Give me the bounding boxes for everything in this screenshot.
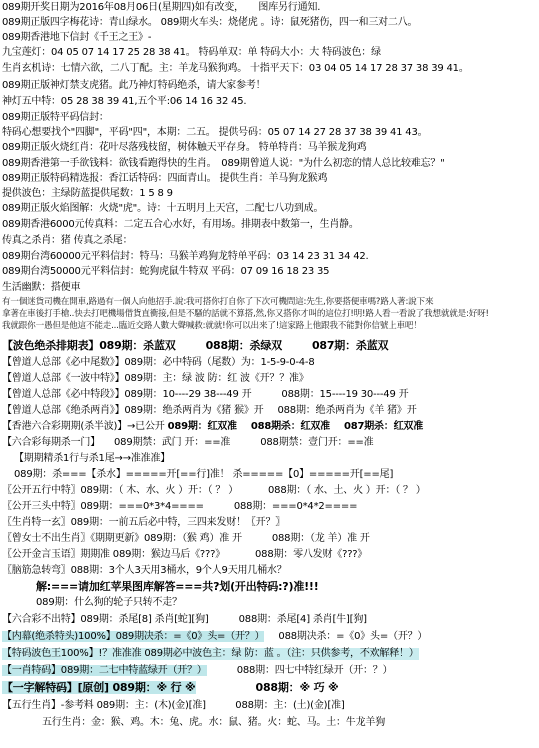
ban-bo-088: 088期杀：红双准	[250, 421, 330, 432]
row-bu-chu-sheng-xiao	[2, 533, 370, 545]
line-18: 089期台湾50000元平料信封：蛇狗虎鼠牛特双 平码：07 09 16 18 23 35	[2, 266, 330, 277]
ban-bo-089: 089期：红双准	[167, 421, 237, 432]
bu-chu-089: 〖曾女士不出生肖〗《期期更新》089期：（猴 鸡）准 开	[2, 533, 242, 544]
line-12: 089期正版特码精选报：香江话特码：四面青山。 提供生肖：羊马狗龙猴鸡	[2, 173, 328, 184]
row-bu-chu-te	[2, 614, 367, 626]
bo-se-title: 【波色绝杀排期表】089期：杀蓝双	[2, 339, 176, 352]
row-bo-se-wang: 【特码波色王100%】!？准准准 089期必中波色主：绿 防：蓝 。（注：只供参考，不欢解释！）	[2, 648, 419, 659]
row-yi-zi	[2, 682, 339, 694]
line-2: 089期正版四字梅花诗：青山绿水。 089期火车头：烧佬虎 。诗：鼠死猪伤，四一和三对二八。	[2, 17, 418, 28]
line-10: 089期正版火烧红肖：花叶尽落残枝留，树体触天平存身。 特单特肖：马羊猴龙狗鸡	[2, 142, 367, 153]
notice-line-1: 有一個迷貨司機在開車,路過有一個人向他招手.說:我可搭你打自你了下次可機問這:先生,你要搭便車嗎?路人著:說下來	[2, 297, 434, 307]
jin-yan-089: 〖公开金言玉语〗期期准 089期：猴边马后《???》	[2, 549, 225, 560]
bu-chu-te-088: 088期：杀尾[4] 杀肖[牛][狗]	[238, 614, 367, 625]
row-wei-shu: 【曾道人总部《必中尾数》】089期：必中特码（尾数）为：1-5-9-0-4-8	[2, 357, 315, 368]
row-wu-xing-list: 五行生肖：金：猴、鸡。木：兔、虎。水：鼠、猪。火：蛇、马。土：牛龙羊狗	[42, 717, 385, 728]
row-te-yi-xuan: 〖生肖特一玄〗089期：一前五后必中特，三四来发财！〖开？〗	[2, 517, 286, 528]
wu-xing-089: 〖公开五行中特〗089期：（ 木、水、火 ）开：（ ？ ）	[2, 485, 239, 496]
notice-line-3: 我就跟你一愚但是他這不能走...臨近交路人數大聲喊救:就就!你可以出来了!這家路上他跟我不能對你信號上車吧！	[2, 321, 422, 331]
row-wu-xing	[2, 485, 426, 497]
notice-line-2: 拿著在車後打手槍..快去打吧機場借貨直衝接,但是不騷的話就不算搭,然,你又搭你才叫的這位打!明!路人看一看說了我想就就是:好呀!	[2, 309, 489, 319]
bo-se-087: 087期：杀蓝双	[311, 339, 389, 352]
ban-bo-087: 087期杀：红双准	[343, 421, 424, 432]
row-jin-yan	[2, 549, 367, 561]
line-5: 生肖玄机诗：七情六欲，二八丁配。主：羊龙马猴狗鸡。 十指平天下：03 04 05 14 17 28 37 38 39 41。	[2, 63, 469, 74]
line-11: 089期香港第一手欲钱料：欲钱看跑得快的生肖。 089期曾道人说："为什么初恋的情人总比较难忘？"	[2, 158, 445, 169]
te-duan-088: 088期：15----19 30---49 开	[281, 389, 409, 400]
line-19: 生活幽默：搭便車	[2, 282, 81, 293]
line-9: 特码心想要找个"四脚"，平码"四"，本期：二五。 提供号码：05 07 14 27 28 37 38 39 41 43。	[2, 127, 428, 138]
row-wu-xing-sheng-xiao: 【五行生肖】-参考料 089期：主：(木)(金)[准] 088期：主：(土)(金)[准]	[2, 700, 345, 711]
row-yi-bo: 【曾道人总部《一波中特》】089期：主：绿 波 防：红 波《开？？准》	[2, 373, 309, 384]
sha-men-title: 【六合彩每期杀一门】	[2, 437, 100, 448]
jin-yan-088: 088期：零八发财《???》	[255, 549, 368, 560]
bo-se-row	[2, 340, 388, 352]
wu-xing-088: 088期：（ 水、土、火 ）开：（ ？ ）	[268, 485, 426, 496]
ban-bo-title: 【香港六合彩期期(杀半波)】→已公开	[2, 421, 165, 432]
row-jing-sha-title: 【期期精杀1行与杀1尾→→准准准】	[14, 453, 171, 464]
row-yi-xiao	[2, 665, 392, 677]
liang-xiao-089: 【曾道人总部《绝杀两肖》】089期：绝杀两肖为《猪 猴》开	[2, 405, 264, 416]
san-tou-088: 088期：===0*4*2====	[233, 501, 358, 512]
row-ban-bo	[2, 421, 423, 433]
line-7: 神灯五中特：05 28 38 39 41,五个平:06 14 16 32 45.	[2, 96, 247, 107]
yi-xiao-088: 088期：四七中特红绿开（开：？）	[236, 665, 393, 676]
yi-xiao-089: 【一肖特码】089期：二七中特蓝绿开（开？）	[2, 665, 207, 676]
line-6: 089期正版神灯禁支虎猪。此乃神灯特码绝杀，请大家参考！	[2, 80, 266, 91]
row-nao-jin: 〖脑筋急转弯〗088期：3个人3天用3桶水，9个人9天用几桶水？	[2, 565, 287, 576]
line-15: 089期香港6000元传真料：二定五合心水好，有用场。排期表中数第一，生肖静。	[2, 219, 359, 230]
row-wen-ti: 089期：什么狗的轮子只转不走？	[36, 597, 182, 608]
row-nei-mu	[2, 631, 427, 643]
row-san-tou	[2, 501, 357, 513]
row-sha-men	[2, 437, 373, 449]
nei-mu-088: 088期决杀：=《0》头=（开？）	[278, 631, 428, 642]
te-duan-089: 【曾道人总部《必中特段》】089期：10----29 38---49 开	[2, 389, 252, 400]
row-te-duan	[2, 389, 408, 401]
line-17: 089期台湾60000元平料信封：特马：马猴羊鸡狗龙特单平码：03 14 23 31 34 42.	[2, 251, 369, 262]
line-3: 089期香港地下信封《千王之王》-	[2, 32, 152, 43]
liang-xiao-088: 088期：绝杀两肖为《羊 猪》开	[277, 405, 417, 416]
bu-chu-te-089: 【六合彩不出特】089期：杀尾[8] 杀肖[蛇][狗]	[2, 614, 209, 625]
yi-zi-089: 【一字解特码】[原创] 089期：※ 行 ※	[2, 681, 196, 694]
line-1: 089期开奖日期为2016年08月06日(星期四)如有改变， 图库另行通知.	[2, 2, 321, 13]
sha-men-088: 088期禁：壹门开：==准	[260, 437, 374, 448]
bo-se-088: 088期：杀绿双	[205, 339, 282, 352]
line-4: 九宝莲灯：04 05 07 14 17 25 28 38 41。 特码单双：单 特码大小：大 特码波色：绿	[2, 47, 381, 58]
line-14: 089期正版火焰图解：火烧"虎"。诗：十五明月上天宫，二配七八功到成。	[2, 203, 324, 214]
nei-mu-089: 【内幕(绝杀特头)100%】089期决杀：=《0》头=（开？）	[2, 631, 265, 642]
san-tou-089: 〖公开三头中特〗089期：===0*3*4====	[2, 501, 204, 512]
line-13: 提供波色：主绿防蓝提供尾数：1 5 8 9	[2, 188, 173, 199]
row-liang-xiao	[2, 405, 417, 417]
line-8: 089期正版特平码信封：	[2, 112, 109, 123]
sha-men-089: 089期禁：武门 开：==准	[114, 437, 231, 448]
yi-zi-088: 088期：※ 巧 ※	[255, 681, 339, 694]
row-jie-da: 解:===请加红苹果图库解答===共?划(开出特码:?)准!!!	[36, 580, 319, 593]
row-jing-sha: 089期：杀===【杀水】=====开[==行]准！ 杀=====【0】=====开[==尾]	[14, 469, 394, 480]
line-16: 传真之杀肖：猪 传真之杀尾：	[2, 235, 133, 246]
bu-chu-088: 088期：（龙 羊）准 开	[271, 533, 370, 544]
